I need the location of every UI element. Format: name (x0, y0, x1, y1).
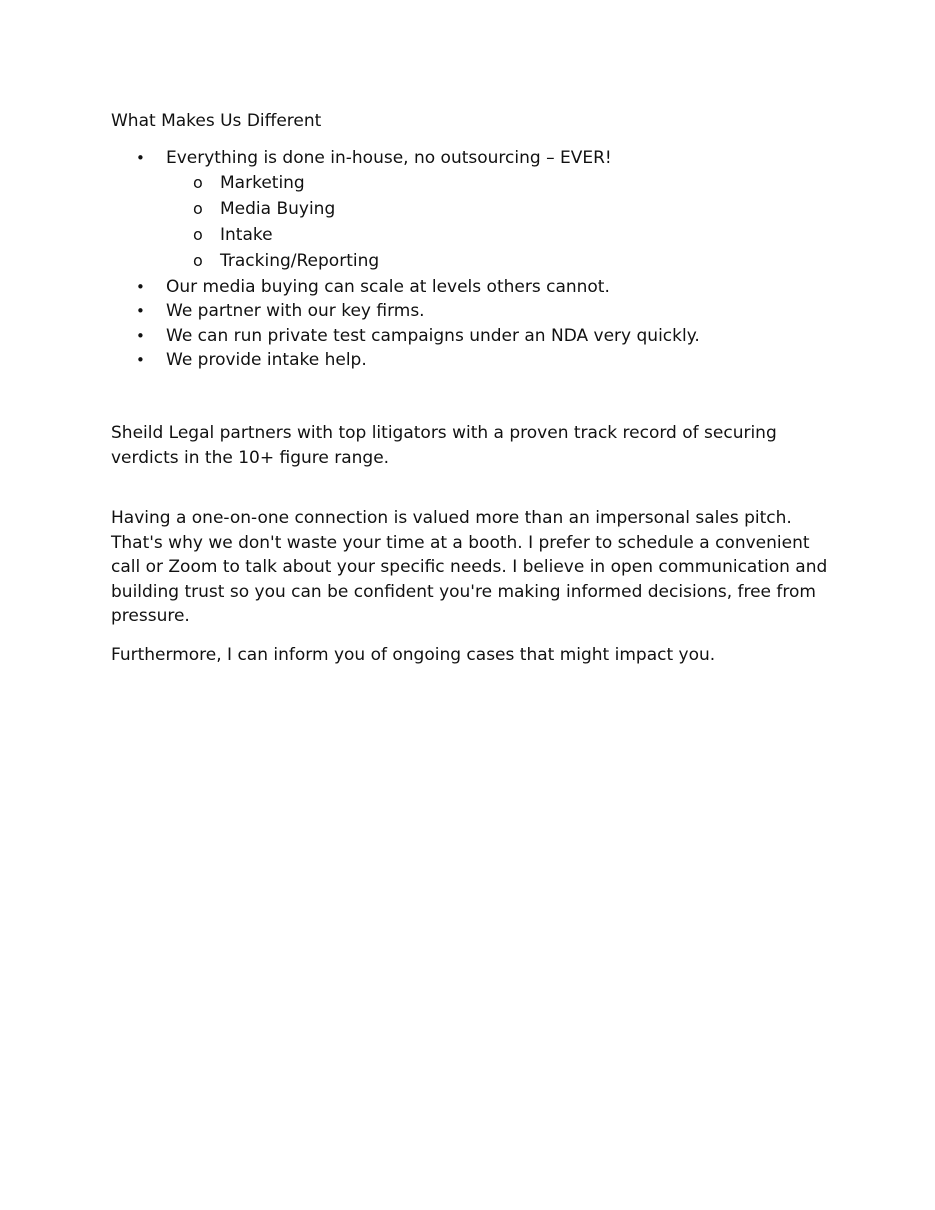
list-item (111, 276, 831, 301)
sub-list-item (111, 250, 831, 276)
list-item (111, 147, 831, 172)
sub-bullet-marker: o (193, 224, 203, 244)
list-item-text: We provide intake help. (166, 350, 367, 370)
list-item (111, 300, 831, 325)
bullet-marker: • (136, 351, 145, 369)
sub-list-item-text: Tracking/Reporting (220, 250, 380, 271)
list-item (111, 325, 831, 350)
sub-bullet-marker: o (193, 198, 203, 218)
sub-list-item (111, 172, 831, 198)
sub-bullet-marker: o (193, 250, 203, 270)
list-item-text: Everything is done in-house, no outsourcing – EVER! (166, 148, 612, 168)
list-item-text: We can run private test campaigns under an NDA very quickly. (166, 325, 700, 346)
bullet-list (111, 147, 831, 374)
paragraph-ongoing-cases: Furthermore, I can inform you of ongoing cases that might impact you. (111, 645, 716, 665)
sub-list-item (111, 198, 831, 224)
sub-list-item-text: Intake (220, 224, 273, 245)
sub-list-item-text: Media Buying (220, 198, 336, 219)
sub-bullet-marker: o (193, 172, 203, 192)
list-item-text: Our media buying can scale at levels others cannot. (166, 276, 610, 297)
bullet-marker: • (136, 326, 145, 345)
sub-list-item-text: Marketing (220, 172, 305, 193)
list-item-text: We partner with our key firms. (166, 301, 425, 321)
paragraph-partners: Sheild Legal partners with top litigators with a proven track record of securing verdicts in the 10+ figure range. (111, 423, 777, 468)
list-item (111, 349, 831, 374)
bullet-marker: • (136, 302, 145, 320)
paragraph-connection: Having a one-on-one connection is valued more than an impersonal sales pitch. That's why we don't waste your time at a booth. I prefer to schedule a convenient call or Zoom to talk about your specific needs. I believe in open communication and building trust so you can be confident you're making informed decisions, free from pressure. (111, 508, 828, 627)
page-heading: What Makes Us Different (111, 111, 322, 131)
bullet-marker: • (136, 149, 145, 167)
sub-list-item (111, 224, 831, 250)
bullet-marker: • (136, 277, 145, 296)
